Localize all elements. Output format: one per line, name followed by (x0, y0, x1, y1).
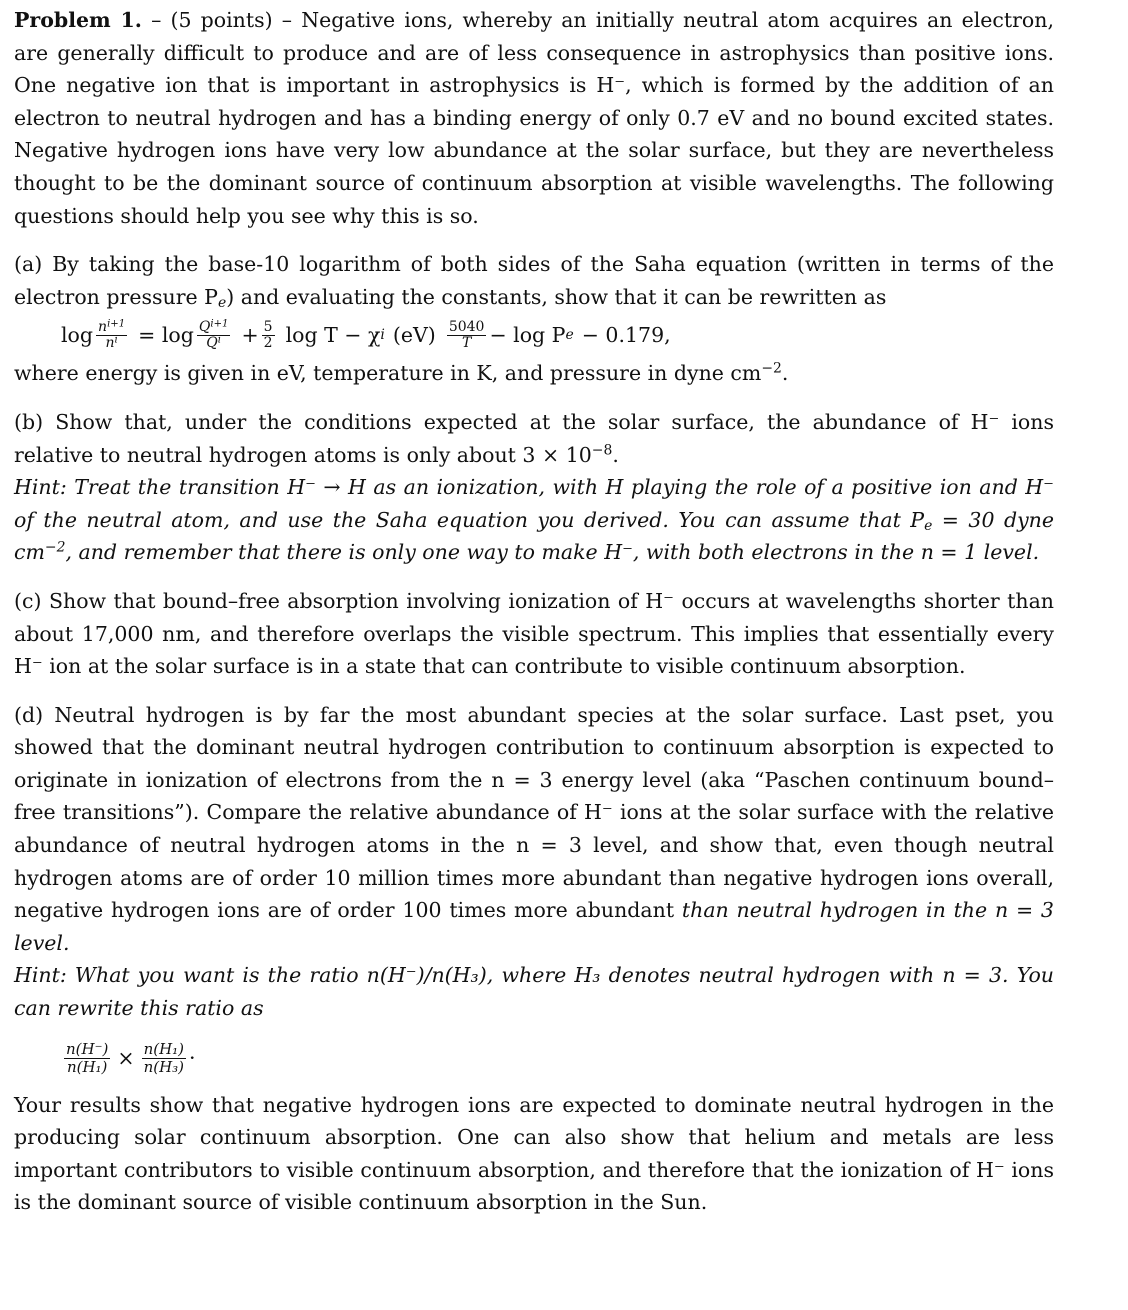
part-c-text: (c) Show that bound–free absorption involving ionization of H⁻ occurs at wavelengths shorter than about 17,000 nm, and therefore overlaps the visible spectrum. This implies that essentially every H⁻ ion at the solar surface is in a state that can contribute to visible continuum absorption. (14, 588, 1054, 679)
ratio-fraction-2: $\frac{\text{n(H₁)}}{\text{n(H₃)}}$ (143, 1040, 185, 1077)
part-a-units: where energy is given in eV, temperature in K, and pressure in dyne $cm^{-2}$. (14, 360, 789, 386)
part-d-hint: Hint: What you want is the ratio n(H⁻)/n(H₃), where H₃ denotes neutral hydrogen with n = 3. You can rewrite this ratio as (14, 963, 1054, 1021)
ratio-fraction-1: $\frac{n(H^-)}{\text{n(H₁)}}$ (66, 1040, 109, 1077)
problem-title: Problem 1. (14, 8, 142, 32)
problem-intro-text: Negative ions, whereby an initially neutral atom acquires an electron, are generally difficult to produce and are of less consequence in astrophysics than positive ions. One negative ion that is important in astrophysics is H⁻, which is formed by the addition of an electron to neutral hydrogen and has a binding energy of only 0.7 eV and no bound excited states. Negative hydrogen ions have very low abundance at the solar surface, but they are nevertheless thought to be the dominant source of continuum absorption at visible wavelengths. The following questions should help you see why this is so. (14, 8, 1054, 228)
conclusion-text: Your results show that negative hydrogen ions are expected to dominate neutral hydrogen in the producing solar continuum absorption. One can also show that helium and metals are less important contributors to visible continuum absorption, and therefore that the ionization of H⁻ ions is the dominant source of visible continuum absorption in the Sun. (14, 1092, 1054, 1215)
problem-document (14, 4, 1054, 1219)
part-b-hint: Hint: Treat the transition H⁻ → H as an ionization, with H playing the role of a positive ion and H⁻ of the neutral atom, and use the Saha equation you derived. You can assume that $P_e = 30$ dyne $cm^{-2}$, and remember that there is only one way to make H⁻, with both electrons in the n = 1 level. (14, 475, 1054, 565)
theta-fraction: $\frac{5040}{T}$ (448, 318, 485, 351)
problem-points: – (5 points) – (151, 8, 293, 32)
partition-ratio-fraction: $\frac{Q^{i+1}}{Q^i}$ (198, 318, 229, 351)
ratio-expression: $\frac{n(H^-)}{\text{n(H₁)}}$ × $\frac{\text{n(H₁)}}{\text{n(H₃)}}$ · (66, 1040, 196, 1077)
part-a-text: (a) By taking the base-10 logarithm of both sides of the Saha equation (written in terms of the electron pressure $P_e$) and evaluating the constants, show that it can be rewritten as (14, 252, 1054, 311)
density-ratio-fraction: $\frac{n^{i+1}}{n^i}$ (98, 318, 126, 351)
part-b-text: (b) Show that, under the conditions expected at the solar surface, the abundance of H⁻ ions relative to neutral hydrogen atoms is only about $3 \times 10^{-8}$. (14, 409, 1054, 467)
problem-intro (14, 4, 1054, 232)
five-halves-fraction: $\frac{5}{2}$ (263, 318, 273, 351)
saha-equation: log $\frac{n^{i+1}}{n^i}$ = log $\frac{Q^{i+1}}{Q^i}$ + $\frac{5}{2}$ log T − χ i (eV) $\frac{5040}{T}$ − log P e − 0.179, (61, 318, 671, 351)
part-d-text: (d) Neutral hydrogen is by far the most abundant species at the solar surface. Last pset, you showed that the dominant neutral hydrogen contribution to continuum absorption is expected to originate in ionization of electrons from the n = 3 energy level (aka “Paschen continuum bound–free transitions”). Compare the relative abundance of H⁻ ions at the solar surface with the relative abundance of neutral hydrogen atoms in the n = 3 level, and show that, even though neutral hydrogen atoms are of order 10 million times more abundant than negative hydrogen ions overall, negative hydrogen ions are of order 100 times more abundant than neutral hydrogen in the n = 3 level. (14, 702, 1054, 955)
